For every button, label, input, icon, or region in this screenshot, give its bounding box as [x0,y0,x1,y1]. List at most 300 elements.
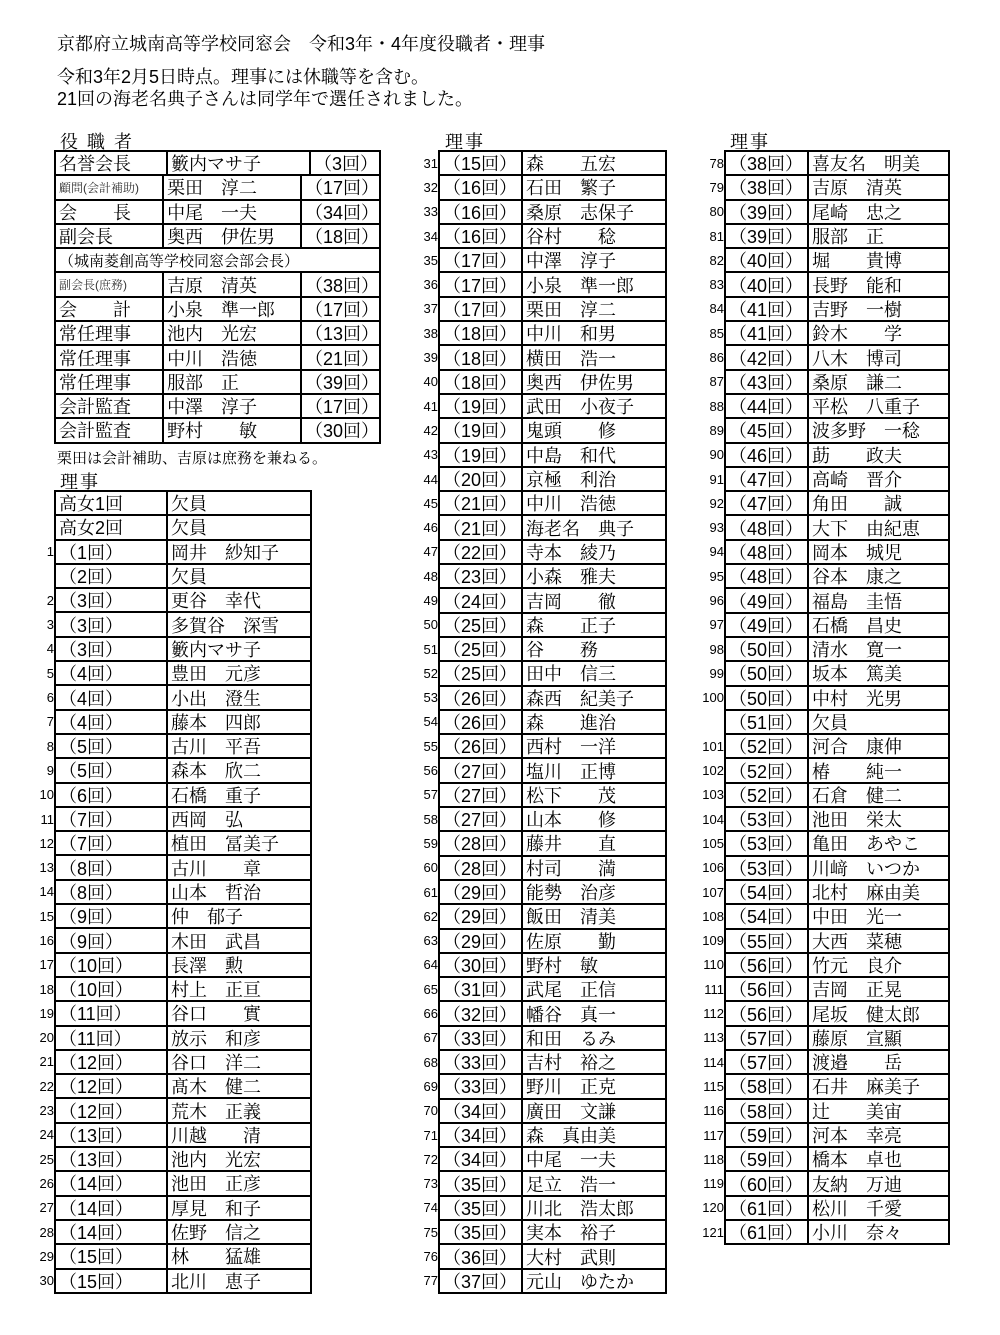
officer-role: 副会長(庶務) [59,278,127,293]
director-number: 16 [39,932,54,948]
director-name: 北村 麻由美 [807,881,948,903]
director-name: 欠員 [166,516,310,538]
director-term: （12回） [59,1052,134,1073]
director-row [423,687,665,711]
director-number: 48 [423,568,438,584]
director-row [423,346,665,370]
director-number: 66 [423,1006,438,1022]
director-number: 45 [423,495,438,511]
director-name: 寺本 綾乃 [521,541,665,563]
director-number: 2 [46,592,54,608]
officer-term: （30回） [300,419,379,441]
director-row [423,857,665,881]
director-name: 村上 正亘 [166,978,310,1000]
officer-name: 栗田 淳二 [162,176,300,198]
director-row [709,565,948,589]
officer-row [56,273,379,297]
director-name: 波多野 一稔 [807,419,948,441]
director-name: 古川 章 [166,856,310,878]
director-number: 101 [702,738,724,754]
director-number: 37 [423,301,438,317]
director-term: （15回） [443,154,518,175]
director-name: 小出 澄生 [166,686,310,708]
director-term: （44回） [729,397,804,418]
director-number: 36 [423,277,438,293]
director-number: 99 [709,665,724,681]
director-term: （21回） [443,494,518,515]
director-term: （39回） [729,202,804,223]
director-row [709,468,948,492]
director-number: 23 [39,1103,54,1119]
director-term: （4回） [59,688,124,709]
director-term: （16回） [443,227,518,248]
director-term: （3回） [59,591,124,612]
director-name: 河合 康伸 [807,735,948,757]
director-term: （18回） [443,324,518,345]
director-name: 厚見 和子 [166,1197,310,1219]
director-number: 38 [423,325,438,341]
director-number: 93 [709,520,724,536]
director-number: 28 [39,1224,54,1240]
director-number: 1 [46,544,54,560]
director-name: 石橋 昌史 [807,614,948,636]
director-name: 吉原 清英 [807,176,948,198]
director-row [702,784,948,808]
director-term: （3回） [59,615,124,636]
director-number: 92 [709,495,724,511]
officer-term: （18回） [300,225,379,247]
director-term: （60回） [729,1174,804,1195]
director-row [423,905,665,929]
director-name: 森 正子 [521,614,665,636]
director-row [423,1270,665,1292]
director-name: 坂本 篤美 [807,662,948,684]
director-row [423,541,665,565]
director-number: 74 [423,1200,438,1216]
director-name: 喜友名 明美 [807,152,948,174]
director-term: （49回） [729,591,804,612]
director-number: 113 [703,1030,724,1046]
director-name: 元山 ゆたか [521,1270,665,1292]
director-row [709,249,948,273]
director-term: （59回） [729,1150,804,1171]
director-row [703,1148,948,1172]
officer-name: 服部 正 [162,371,300,393]
director-number: 40 [423,374,438,390]
director-term: （5回） [59,737,124,758]
officer-name: 中尾 一夫 [162,201,300,223]
director-row [39,929,310,953]
director-name: 能勢 治彦 [521,881,665,903]
director-number: 96 [709,592,724,608]
director-term: （5回） [59,761,124,782]
director-name: 横田 浩一 [521,346,665,368]
director-number: 39 [423,350,438,366]
director-term: （37回） [443,1271,518,1292]
officer-role: 会計監査 [59,397,131,418]
director-row [703,1051,948,1075]
director-term: （14回） [59,1223,134,1244]
director-row [423,1027,665,1051]
director-number: 34 [423,228,438,244]
director-name: 大西 菜穂 [807,930,948,952]
officers-heading: 役 職 者 [60,132,135,152]
director-term: （10回） [59,955,134,976]
director-row [702,881,948,905]
director-name: 木田 武昌 [166,929,310,951]
director-number: 89 [709,422,724,438]
director-name: 池田 栄太 [807,808,948,830]
director-number: 111 [704,981,724,997]
director-row [46,759,310,783]
director-number: 25 [39,1151,54,1167]
director-name: 服部 正 [807,225,948,247]
director-row [46,711,310,735]
director-term: （13回） [59,1125,134,1146]
director-row [703,1172,948,1196]
director-name: 川越 清 [166,1124,310,1146]
director-term: （34回） [443,1101,518,1122]
director-term: （52回） [729,761,804,782]
director-row [709,419,948,443]
director-number: 59 [423,835,438,851]
director-term: （11回） [59,1028,132,1049]
director-row [423,1148,665,1172]
director-term: （17回） [443,275,518,296]
director-name: 堀 貴博 [807,249,948,271]
director-term: （61回） [729,1223,804,1244]
director-number: 71 [423,1127,438,1143]
director-term: （48回） [729,518,804,539]
director-number: 75 [423,1224,438,1240]
director-number: 52 [423,665,438,681]
director-row [46,686,310,710]
director-term: （17回） [443,251,518,272]
director-number: 31 [423,155,438,171]
director-row [423,954,665,978]
director-name: 廣田 文謙 [521,1100,665,1122]
director-number: 110 [703,957,724,973]
director-row [39,954,310,978]
director-row [423,808,665,832]
director-name: 長澤 勲 [166,954,310,976]
director-name: 欠員 [166,565,310,587]
director-term: （8回） [59,882,124,903]
director-name: 足立 浩一 [521,1172,665,1194]
director-row [423,1051,665,1075]
director-row [423,419,665,443]
director-number: 108 [702,908,724,924]
director-row [39,1002,310,1026]
director-name: 尾崎 忠之 [807,201,948,223]
director-term: （1回） [59,542,124,563]
director-number: 102 [702,763,724,779]
director-term: （28回） [443,858,518,879]
director-term: （15回） [59,1271,134,1292]
director-row [423,978,665,1002]
director-term: （26回） [443,737,518,758]
director-term: （43回） [729,372,804,393]
director-name: 佐原 勤 [521,930,665,952]
director-row [702,735,948,759]
director-term: （21回） [443,518,518,539]
director-row [39,1221,310,1245]
officers-footnote: 栗田は会計補助、吉原は庶務を兼ねる。 [57,450,328,467]
director-number: 121 [702,1224,724,1240]
director-name: 椿 純一 [807,759,948,781]
director-number: 53 [423,690,438,706]
directors-table-2 [423,150,667,1294]
director-name: 山本 修 [521,808,665,830]
director-name: 福島 圭悟 [807,589,948,611]
director-number: 118 [703,1151,724,1167]
director-term: （53回） [729,858,804,879]
director-number: 91 [709,471,724,487]
director-name: 桑原 志保子 [521,201,665,223]
director-term: （56回） [729,1004,804,1025]
director-term: 高女2回 [59,518,124,539]
director-row [702,1221,948,1244]
director-row [423,881,665,905]
director-number: 19 [39,1005,54,1021]
director-number: 63 [423,933,438,949]
director-term: （16回） [443,202,518,223]
director-term: （26回） [443,688,518,709]
director-row [423,298,665,322]
director-row [709,152,948,176]
director-term: （35回） [443,1174,518,1195]
director-name: 京極 利治 [521,468,665,490]
officer-term: （38回） [300,273,379,295]
director-number: 114 [703,1054,724,1070]
director-term: （56回） [729,955,804,976]
director-row [423,1075,665,1099]
director-term: （48回） [729,542,804,563]
director-row [709,298,948,322]
director-number: 11 [40,811,54,827]
director-row [423,322,665,346]
director-name: 中村 光男 [807,687,948,709]
officer-role: 常任理事 [59,348,131,369]
director-name: 飯田 清美 [521,905,665,927]
director-name: 籔内マサ子 [166,638,310,660]
director-number: 3 [46,617,54,633]
director-row [423,176,665,200]
director-name: 藤井 直 [521,832,665,854]
director-number: 78 [709,155,724,171]
director-row [709,541,948,565]
director-name: 角田 誠 [807,492,948,514]
director-row [46,735,310,759]
director-name: 池田 正彦 [166,1172,310,1194]
director-name: 林 猛雄 [166,1245,310,1267]
director-name: 中田 光一 [807,905,948,927]
director-term: （57回） [729,1028,804,1049]
director-row [39,1245,310,1269]
director-row [423,249,665,273]
director-term: （7回） [59,810,124,831]
director-term: （32回） [443,1004,518,1025]
director-name: 森 五宏 [521,152,665,174]
director-name: 吉岡 徹 [521,589,665,611]
director-name: 長野 能和 [807,273,948,295]
officer-role: 名誉会長 [59,154,131,175]
director-number: 49 [423,592,438,608]
director-name: 山本 哲治 [166,881,310,903]
director-number: 61 [423,884,438,900]
director-term: （18回） [443,348,518,369]
director-number: 65 [423,981,438,997]
director-number: 97 [709,617,724,633]
director-number: 106 [702,860,724,876]
director-number: 56 [423,763,438,779]
director-row [39,881,310,905]
director-name: 谷口 洋二 [166,1051,310,1073]
director-name: 多賀谷 深雪 [166,613,310,635]
director-term: （53回） [729,810,804,831]
director-row [423,1221,665,1245]
director-number: 8 [46,738,54,754]
director-number: 47 [423,544,438,560]
director-name: 中島 和代 [521,444,665,466]
director-name: 石倉 健二 [807,784,948,806]
director-term: （50回） [729,688,804,709]
director-term: （14回） [59,1198,134,1219]
officer-term: （21回） [300,346,379,368]
directors-heading-2: 理事 [445,132,485,152]
director-number: 42 [423,422,438,438]
director-number: 27 [39,1200,54,1216]
officer-role: 会 長 [59,202,131,223]
director-term: （27回） [443,785,518,806]
director-row [423,832,665,856]
director-row [423,492,665,516]
director-name: 藤原 宣顯 [807,1027,948,1049]
director-number: 84 [709,301,724,317]
director-number: 100 [702,690,724,706]
director-row [423,1100,665,1124]
director-name: 莇 政夫 [807,444,948,466]
director-number: 95 [709,568,724,584]
director-term: （40回） [729,251,804,272]
director-row [56,492,310,516]
director-number: 15 [39,908,54,924]
director-row [423,1197,665,1221]
director-row [46,638,310,662]
director-name: 吉岡 正晃 [807,978,948,1000]
director-row [726,711,948,735]
director-term: （17回） [443,299,518,320]
director-term: （47回） [729,494,804,515]
officer-term: （13回） [300,322,379,344]
director-number: 51 [423,641,438,657]
officer-row [56,322,379,346]
director-name: 仲 郁子 [166,905,310,927]
director-term: （9回） [59,907,124,928]
director-name: 亀田 あやこ [807,832,948,854]
director-term: （51回） [729,712,804,733]
director-row [46,589,310,613]
director-row [423,1124,665,1148]
director-name: 中川 浩徳 [521,492,665,514]
director-name: 小森 雅夫 [521,565,665,587]
director-row [46,662,310,686]
director-term: （38回） [729,178,804,199]
director-row [423,516,665,540]
director-name: 川﨑 いつか [807,857,948,879]
director-term: （33回） [443,1053,518,1074]
director-term: （45回） [729,421,804,442]
director-number: 21 [39,1054,54,1070]
director-row [39,1172,310,1196]
director-name: 桑原 謙二 [807,371,948,393]
director-row [702,759,948,783]
director-term: （33回） [443,1028,518,1049]
director-number: 4 [46,641,54,657]
director-name: 吉野 一樹 [807,298,948,320]
director-row [709,346,948,370]
director-row [423,273,665,297]
director-number: 32 [423,179,438,195]
director-row [46,541,310,565]
officer-row [56,176,379,200]
director-number: 20 [39,1030,54,1046]
director-number: 12 [39,835,54,851]
director-name: 西村 一洋 [521,735,665,757]
director-term: （4回） [59,664,124,685]
director-name: 石井 麻美子 [807,1075,948,1097]
director-term: （59回） [729,1126,804,1147]
director-row [709,444,948,468]
director-number: 46 [423,520,438,536]
director-number: 5 [46,665,54,681]
director-number: 70 [423,1103,438,1119]
director-name: 高崎 晋介 [807,468,948,490]
director-name: 森西 紀美子 [521,687,665,709]
director-row [423,930,665,954]
director-term: （31回） [443,980,518,1001]
director-name: 野川 正克 [521,1075,665,1097]
officer-role: 会 計 [59,299,131,320]
director-row [423,784,665,808]
director-term: （23回） [443,567,518,588]
director-term: （12回） [59,1101,134,1122]
director-number: 9 [46,762,54,778]
director-number: 41 [423,398,438,414]
officer-row [56,225,379,249]
director-term: （40回） [729,275,804,296]
director-row [423,589,665,613]
director-term: （50回） [729,640,804,661]
officer-row [56,419,379,441]
director-name: 幡谷 真一 [521,1002,665,1024]
director-term: （29回） [443,907,518,928]
director-name: 森本 欣二 [166,759,310,781]
director-term: （58回） [729,1101,804,1122]
director-term: （27回） [443,761,518,782]
director-row [423,1172,665,1196]
director-number: 120 [702,1200,724,1216]
officer-term: （17回） [300,395,379,417]
director-number: 112 [703,1006,724,1022]
director-row [702,832,948,856]
director-term: （41回） [729,324,804,345]
director-name: 平松 八重子 [807,395,948,417]
director-number: 105 [702,835,724,851]
director-number: 30 [39,1273,54,1289]
director-term: （29回） [443,931,518,952]
director-row [702,687,948,711]
